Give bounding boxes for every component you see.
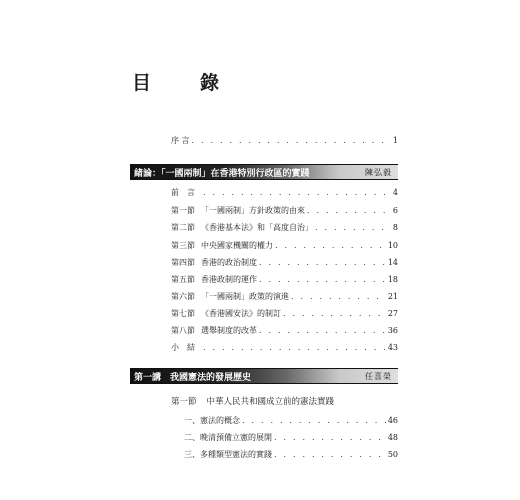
toc-entry[interactable]: [184, 449, 398, 460]
toc-entry[interactable]: [184, 415, 398, 426]
toc-subheading[interactable]: [171, 397, 398, 408]
section-author: 陳弘毅: [365, 168, 392, 177]
dot-leader: [315, 222, 391, 233]
entry-title: 中央國家機關的權力: [201, 241, 273, 250]
preface-label: 序 言: [171, 136, 190, 145]
toc-entry[interactable]: [171, 257, 398, 268]
entry-number: 第八節: [171, 326, 195, 335]
entry-number: 前 言: [171, 188, 195, 197]
entry-title: 香港的政治制度: [201, 258, 257, 267]
toc-entry[interactable]: [171, 291, 398, 302]
preface-entry[interactable]: [171, 135, 398, 146]
toc-entry[interactable]: [171, 222, 398, 233]
dot-leader: [259, 257, 386, 268]
section-banner-introduction: [130, 164, 398, 180]
entry-number: 第七節: [171, 309, 195, 318]
dot-leader: [242, 415, 386, 426]
toc-entry[interactable]: [171, 187, 398, 198]
dot-leader: [259, 325, 386, 336]
page-number: 46: [387, 416, 398, 425]
page-number: 27: [387, 309, 398, 318]
entry-number: 小 結: [171, 343, 195, 352]
toc-entry[interactable]: [171, 274, 398, 285]
entry-number: 第一節: [171, 397, 197, 407]
page-number: 1: [392, 136, 398, 145]
dot-leader: [259, 274, 386, 285]
page-number: 21: [387, 292, 398, 301]
page-number: 36: [387, 326, 398, 335]
page-number: 18: [387, 275, 398, 284]
entry-title: 香港政制的運作: [201, 275, 257, 284]
entry-title: 「一國兩制」方針政策的由來: [201, 206, 305, 215]
entry-title: 一、憲法的概念: [184, 416, 240, 425]
entry-number: 第四節: [171, 258, 195, 267]
entry-title: 二、晚清預備立憲的展開: [184, 433, 272, 442]
toc-entry[interactable]: [171, 342, 398, 353]
dot-leader: [307, 205, 391, 216]
toc-entry[interactable]: [171, 240, 398, 251]
page-number: 50: [387, 450, 398, 459]
dot-leader: [203, 187, 391, 198]
dot-leader: [274, 449, 386, 460]
entry-title: 三、多種類型憲法的實踐: [184, 450, 272, 459]
entry-number: 第五節: [171, 275, 195, 284]
section-title: 緒論：「一國兩制」在香港特別行政區的實踐: [134, 169, 310, 179]
toc-entry[interactable]: [171, 308, 398, 319]
entry-title: 「一國兩制」政策的演進: [201, 292, 289, 301]
entry-number: 第六節: [171, 292, 195, 301]
entry-number: 第三節: [171, 241, 195, 250]
dot-leader: [192, 135, 391, 146]
entry-number: 第二節: [171, 223, 195, 232]
page-number: 48: [387, 433, 398, 442]
entry-number: 第一節: [171, 206, 195, 215]
toc-entry[interactable]: [184, 432, 398, 443]
dot-leader: [274, 432, 386, 443]
page-title: 目 錄: [132, 72, 235, 94]
dot-leader: [283, 308, 386, 319]
toc-entry[interactable]: [171, 325, 398, 336]
page-number: 10: [387, 241, 398, 250]
page-number: 14: [387, 258, 398, 267]
section-title: 第一講 我國憲法的發展歷史: [134, 373, 252, 383]
dot-leader: [203, 342, 386, 353]
dot-leader: [291, 291, 386, 302]
dot-leader: [275, 240, 386, 251]
entry-title: 中華人民共和國成立前的憲法實踐: [206, 397, 335, 407]
section-banner-lecture-1: [130, 368, 398, 384]
toc-entry[interactable]: [171, 205, 398, 216]
entry-title: 《香港基本法》和「高度自治」: [201, 223, 313, 232]
entry-title: 《香港國安法》的制訂: [201, 309, 281, 318]
page-number: 8: [392, 223, 398, 232]
entry-title: 選舉制度的改革: [201, 326, 257, 335]
section-author: 任喜榮: [365, 372, 392, 381]
page-number: 4: [392, 188, 398, 197]
page-number: 6: [392, 206, 398, 215]
page-number: 43: [387, 343, 398, 352]
